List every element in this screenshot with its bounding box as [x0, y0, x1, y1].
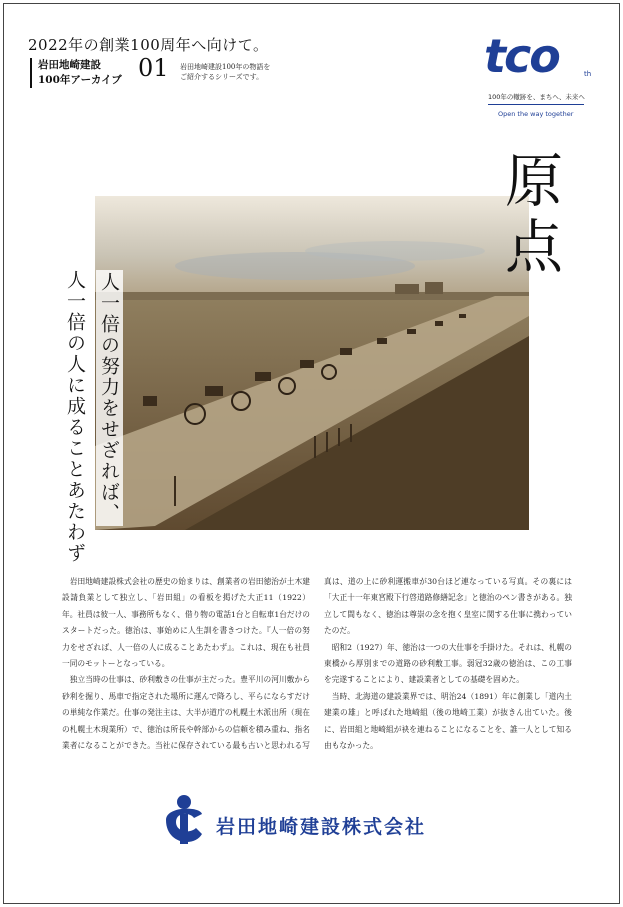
company-name: 岩田地崎建設株式会社 — [216, 816, 427, 838]
article-body — [62, 574, 572, 754]
logo-superscript: th — [584, 70, 592, 78]
logo-tagline-jp: 100年の轍跡を、まちへ、未来へ — [488, 93, 585, 101]
historic-photo-illustration — [95, 196, 529, 530]
article-paragraph: 独立当時の仕事は、砂利敷きの仕事が主だった。豊平川の河川敷から砂利を掘り、馬車で指定された場所に運んで降ろし、平らにならすだけの単純な作業だ。仕事の発注主は、大半が道庁の札幌土木派出所（現在の札幌土木現業所）で、徳治は所長や幹部からの信頼を積み重ね、指名業者になることができた。当社に保存されている最も古いと思われる写真は、道の上に砂利運搬車が30台ほど連なっている写真。その裏には「大正十一年東宮殿下行啓道路修繕記念」と徳治のペン書きがある。独立して間もなく、徳治は尊崇の念を抱く皇室に関する仕事に携わっていたのだ。 — [62, 577, 572, 751]
article-paragraph: 当時、北海道の建設業界では、明治24（1891）年に創業し「道内土建業の雄」と呼ばれた地崎組（後の地崎工業）が抜きん出ていた。後に、岩田組と地崎組が袂を連ねることになることを、誰一人として知る由もなかった。 — [324, 691, 572, 751]
anniversary-logo — [484, 30, 594, 120]
logo-tagline-en: Open the way together — [498, 110, 574, 118]
company-signature — [160, 792, 480, 852]
series-number: 01 — [138, 54, 169, 82]
series-name — [30, 58, 122, 88]
historic-photo — [95, 196, 529, 530]
series-desc-line2: ご紹介するシリーズです。 — [180, 73, 264, 81]
article-paragraph: 昭和2（1927）年、徳治は一つの大仕事を手掛けた。それは、札幌の東橋から厚別までの道路の砂利敷工事。弱冠32歳の徳治は、この工事を完遂することにより、建設業者としての基礎を固めた。 — [324, 642, 572, 685]
article-paragraph: 岩田地崎建設株式会社の歴史の始まりは、創業者の岩田徳治が土木建設請負業として独立し、「岩田組」の看板を掲げた大正11（1922）年。社員は彼一人、事務所もなく、借り物の電話1台と自転車1台だけのスタートだった。徳治は、事始めに人生訓を書きつけた。『人一倍の努力をせざれば、人一倍の人に成ることあたわず』。これは、現在も社員一同のモットーとなっている。 — [62, 577, 310, 669]
series-name-line2: 100年アーカイブ — [38, 74, 122, 86]
logo-wordmark: tco — [484, 29, 559, 83]
motto-line-2: 人一倍の人に成ることあたわず — [64, 270, 86, 564]
main-title: 原点 — [495, 150, 563, 282]
header-title: 2022年の創業100周年へ向けて。 — [28, 36, 269, 54]
series-name-line1: 岩田地崎建設 — [38, 59, 101, 71]
series-description — [180, 62, 270, 82]
series-desc-line1: 岩田地崎建設100年の物語を — [180, 63, 271, 71]
motto-line-1: 人一倍の努力をせざれば、 — [96, 270, 123, 526]
company-logo-icon — [160, 792, 208, 848]
logo-divider — [488, 104, 584, 105]
